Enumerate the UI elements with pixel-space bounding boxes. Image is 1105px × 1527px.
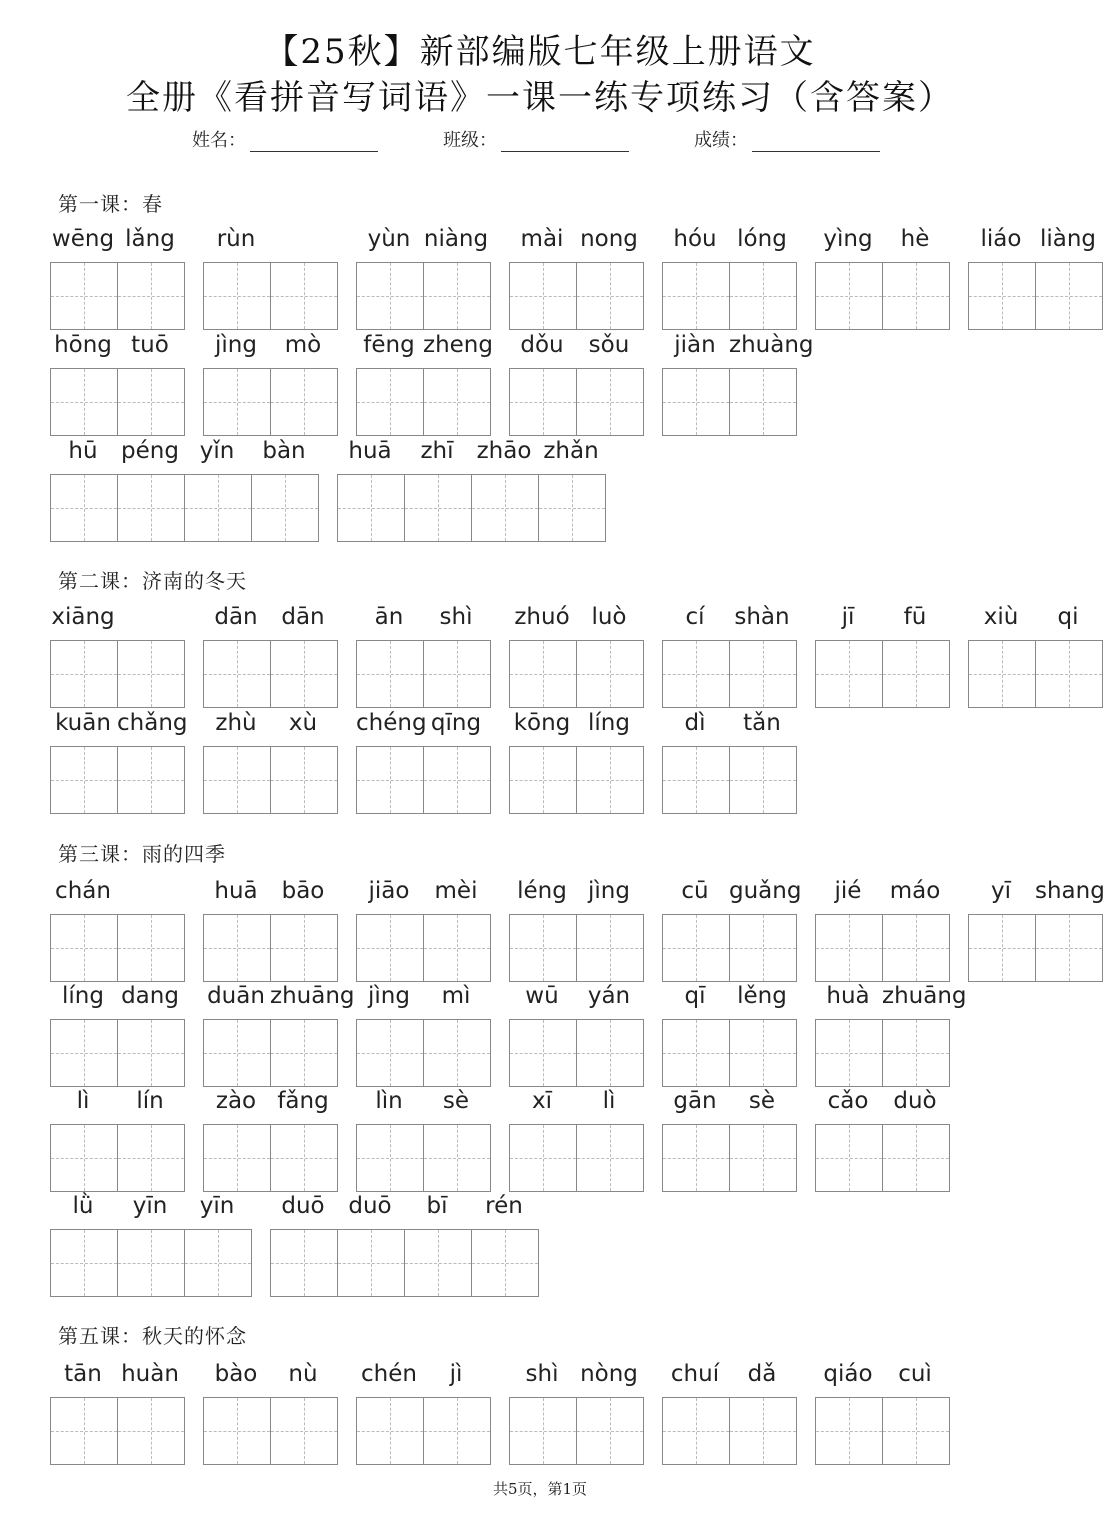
- tianzige-cell[interactable]: [729, 368, 797, 436]
- tianzige-cell[interactable]: [576, 1124, 644, 1192]
- writing-box-group[interactable]: [203, 914, 338, 982]
- tianzige-cell[interactable]: [270, 1397, 338, 1465]
- writing-box-group[interactable]: [662, 368, 797, 436]
- writing-box-group[interactable]: [509, 914, 644, 982]
- tianzige-cell[interactable]: [50, 640, 117, 708]
- tianzige-cell[interactable]: [270, 914, 338, 982]
- writing-box-group[interactable]: [356, 1019, 491, 1087]
- pinyin-label: chén: [361, 1361, 417, 1387]
- writing-box-group[interactable]: [815, 914, 950, 982]
- pinyin-label: lín: [136, 1088, 164, 1114]
- pinyin-label: yī: [990, 878, 1011, 904]
- pinyin-label: fǎng: [277, 1088, 329, 1114]
- tianzige-cell[interactable]: [356, 746, 423, 814]
- pinyin-label: nong: [580, 226, 638, 252]
- pinyin-label: zhuāng: [270, 983, 355, 1009]
- pinyin-label: yùn: [367, 226, 411, 252]
- pinyin-label: ān: [374, 604, 404, 630]
- writing-box-group[interactable]: [815, 640, 950, 708]
- pinyin-label: jìng: [215, 332, 257, 358]
- tianzige-cell[interactable]: [968, 914, 1035, 982]
- pinyin-label: lìn: [375, 1088, 403, 1114]
- tianzige-cell[interactable]: [1035, 640, 1103, 708]
- name-blank[interactable]: [250, 135, 378, 152]
- pinyin-label: jìng: [588, 878, 630, 904]
- writing-box-group[interactable]: [203, 1124, 338, 1192]
- writing-box-group[interactable]: [203, 640, 338, 708]
- pinyin-label: zhù: [215, 710, 257, 736]
- tianzige-cell[interactable]: [203, 262, 270, 330]
- tianzige-cell[interactable]: [251, 474, 319, 542]
- tianzige-cell[interactable]: [270, 1019, 338, 1087]
- tianzige-cell[interactable]: [117, 1397, 185, 1465]
- writing-box-group[interactable]: [662, 640, 797, 708]
- tianzige-cell[interactable]: [815, 640, 882, 708]
- tianzige-cell[interactable]: [270, 262, 338, 330]
- writing-box-group[interactable]: [509, 1124, 644, 1192]
- tianzige-cell[interactable]: [576, 746, 644, 814]
- pinyin-label: fēng: [363, 332, 415, 358]
- writing-box-group[interactable]: [203, 1397, 338, 1465]
- tianzige-cell[interactable]: [509, 1019, 576, 1087]
- tianzige-cell[interactable]: [576, 1397, 644, 1465]
- pinyin-label: xù: [288, 710, 318, 736]
- writing-box-group[interactable]: [815, 262, 950, 330]
- tianzige-cell[interactable]: [509, 746, 576, 814]
- pinyin-label: cí: [685, 604, 705, 630]
- tianzige-cell[interactable]: [117, 1019, 185, 1087]
- pinyin-label: tān: [64, 1361, 102, 1387]
- writing-box-group[interactable]: [270, 1229, 539, 1297]
- writing-box-group[interactable]: [815, 1124, 950, 1192]
- pinyin-label: xī: [531, 1088, 552, 1114]
- pinyin-label: lǎng: [125, 226, 175, 252]
- score-field[interactable]: [694, 126, 880, 152]
- tianzige-cell[interactable]: [729, 640, 797, 708]
- pinyin-label: duō: [348, 1193, 392, 1219]
- pinyin-label: nù: [288, 1361, 318, 1387]
- writing-box-group[interactable]: [968, 914, 1103, 982]
- tianzige-cell[interactable]: [117, 474, 184, 542]
- tianzige-cell[interactable]: [423, 368, 491, 436]
- pinyin-label: hū: [68, 438, 98, 464]
- tianzige-cell[interactable]: [815, 914, 882, 982]
- class-label: 班级：: [443, 130, 497, 151]
- tianzige-cell[interactable]: [968, 262, 1035, 330]
- pinyin-label: bàn: [262, 438, 306, 464]
- pinyin-label: niàng: [423, 226, 489, 252]
- tianzige-cell[interactable]: [729, 1124, 797, 1192]
- pinyin-label: yīn: [199, 1193, 235, 1219]
- pinyin-label: jié: [834, 878, 862, 904]
- pinyin-label: mèi: [434, 878, 478, 904]
- tianzige-cell[interactable]: [509, 1397, 576, 1465]
- pinyin-label: bāo: [281, 878, 325, 904]
- tianzige-cell[interactable]: [662, 1019, 729, 1087]
- pinyin-label: lǜ: [72, 1193, 94, 1219]
- pinyin-label: zhuó: [514, 604, 570, 630]
- tianzige-cell[interactable]: [117, 914, 185, 982]
- writing-box-group[interactable]: [50, 746, 185, 814]
- writing-box-group[interactable]: [509, 262, 644, 330]
- writing-box-group[interactable]: [203, 368, 338, 436]
- lesson-title: 第五课：秋天的怀念: [58, 1324, 247, 1348]
- lesson-title: 第三课：雨的四季: [58, 842, 226, 866]
- pinyin-label: cū: [681, 878, 709, 904]
- tianzige-cell[interactable]: [662, 368, 729, 436]
- tianzige-cell[interactable]: [203, 368, 270, 436]
- pinyin-label: chǎng: [117, 710, 188, 736]
- pinyin-label: zhuàng: [729, 332, 814, 358]
- pinyin-label: jiāo: [368, 878, 410, 904]
- writing-box-group[interactable]: [509, 640, 644, 708]
- tianzige-cell[interactable]: [576, 1019, 644, 1087]
- tianzige-cell[interactable]: [662, 262, 729, 330]
- pinyin-label: cǎo: [827, 1088, 869, 1114]
- pinyin-label: wēng: [51, 226, 115, 252]
- writing-box-group[interactable]: [356, 1397, 491, 1465]
- pinyin-label: mò: [284, 332, 322, 358]
- pinyin-label: líng: [62, 983, 104, 1009]
- writing-box-group[interactable]: [662, 1397, 797, 1465]
- tianzige-cell[interactable]: [423, 262, 491, 330]
- tianzige-cell[interactable]: [203, 914, 270, 982]
- tianzige-cell[interactable]: [815, 262, 882, 330]
- tianzige-cell[interactable]: [423, 914, 491, 982]
- tianzige-cell[interactable]: [423, 1397, 491, 1465]
- pinyin-label: huā: [348, 438, 392, 464]
- class-blank[interactable]: [501, 135, 629, 152]
- pinyin-label: mài: [520, 226, 564, 252]
- tianzige-cell[interactable]: [882, 1124, 950, 1192]
- writing-box-group[interactable]: [509, 1019, 644, 1087]
- tianzige-cell[interactable]: [356, 262, 423, 330]
- tianzige-cell[interactable]: [356, 1124, 423, 1192]
- pinyin-label: lì: [76, 1088, 90, 1114]
- tianzige-cell[interactable]: [815, 1124, 882, 1192]
- tianzige-cell[interactable]: [117, 262, 185, 330]
- tianzige-cell[interactable]: [184, 1229, 252, 1297]
- tianzige-cell[interactable]: [270, 746, 338, 814]
- tianzige-cell[interactable]: [117, 1229, 184, 1297]
- pinyin-label: zào: [215, 1088, 257, 1114]
- tianzige-cell[interactable]: [509, 368, 576, 436]
- writing-box-group[interactable]: [509, 746, 644, 814]
- page-title-line-1: 【25秋】新部编版七年级上册语文: [264, 32, 816, 72]
- tianzige-cell[interactable]: [882, 1397, 950, 1465]
- tianzige-cell[interactable]: [356, 640, 423, 708]
- pinyin-label: yìng: [823, 226, 873, 252]
- tianzige-cell[interactable]: [662, 746, 729, 814]
- pinyin-label: chán: [55, 878, 111, 904]
- tianzige-cell[interactable]: [270, 1124, 338, 1192]
- pinyin-label: qiáo: [823, 1361, 873, 1387]
- pinyin-label: bī: [426, 1193, 448, 1219]
- tianzige-cell[interactable]: [576, 368, 644, 436]
- tianzige-cell[interactable]: [729, 914, 797, 982]
- pinyin-label: rùn: [216, 226, 256, 252]
- tianzige-cell[interactable]: [662, 1124, 729, 1192]
- pinyin-label: jī: [841, 604, 855, 630]
- pinyin-label: dang: [121, 983, 179, 1009]
- writing-box-group[interactable]: [356, 368, 491, 436]
- pinyin-label: liáo: [980, 226, 1022, 252]
- writing-box-group[interactable]: [50, 1019, 185, 1087]
- pinyin-label: yán: [587, 983, 631, 1009]
- pinyin-label: xiù: [983, 604, 1019, 630]
- score-label: 成绩：: [694, 130, 748, 151]
- pinyin-label: zhǎn: [543, 438, 599, 464]
- tianzige-cell[interactable]: [50, 1229, 117, 1297]
- tianzige-cell[interactable]: [968, 640, 1035, 708]
- lesson-title: 第一课：春: [58, 192, 163, 216]
- pinyin-label: hè: [900, 226, 930, 252]
- pinyin-label: máo: [889, 878, 941, 904]
- pinyin-label: jì: [449, 1361, 463, 1387]
- tianzige-cell[interactable]: [50, 1124, 117, 1192]
- name-field[interactable]: [192, 126, 378, 152]
- tianzige-cell[interactable]: [729, 1397, 797, 1465]
- pinyin-label: qī: [684, 983, 706, 1009]
- pinyin-label: mì: [441, 983, 471, 1009]
- tianzige-cell[interactable]: [509, 640, 576, 708]
- pinyin-label: yǐn: [199, 438, 235, 464]
- pinyin-label: xiāng: [51, 604, 115, 630]
- tianzige-cell[interactable]: [576, 914, 644, 982]
- writing-box-group[interactable]: [50, 1124, 185, 1192]
- tianzige-cell[interactable]: [404, 1229, 471, 1297]
- pinyin-label: chéng: [356, 710, 427, 736]
- tianzige-cell[interactable]: [337, 474, 404, 542]
- pinyin-label: dǎ: [747, 1361, 777, 1387]
- tianzige-cell[interactable]: [270, 1229, 337, 1297]
- tianzige-cell[interactable]: [471, 1229, 539, 1297]
- writing-box-group[interactable]: [50, 474, 319, 542]
- page-footer: 共5页，第1页: [492, 1480, 588, 1498]
- class-field[interactable]: [443, 126, 629, 152]
- pinyin-label: huàn: [121, 1361, 179, 1387]
- tianzige-cell[interactable]: [882, 1019, 950, 1087]
- writing-box-group[interactable]: [662, 1019, 797, 1087]
- pinyin-label: gān: [673, 1088, 717, 1114]
- tianzige-cell[interactable]: [117, 1124, 185, 1192]
- writing-box-group[interactable]: [337, 474, 606, 542]
- pinyin-label: sè: [442, 1088, 470, 1114]
- tianzige-cell[interactable]: [50, 1397, 117, 1465]
- pinyin-label: jiàn: [674, 332, 716, 358]
- writing-box-group[interactable]: [968, 640, 1103, 708]
- tianzige-cell[interactable]: [117, 368, 185, 436]
- pinyin-label: sè: [748, 1088, 776, 1114]
- tianzige-cell[interactable]: [509, 914, 576, 982]
- tianzige-cell[interactable]: [423, 1124, 491, 1192]
- writing-box-group[interactable]: [50, 914, 185, 982]
- writing-box-group[interactable]: [815, 1397, 950, 1465]
- pinyin-label: huà: [826, 983, 870, 1009]
- tianzige-cell[interactable]: [203, 1124, 270, 1192]
- tianzige-cell[interactable]: [50, 914, 117, 982]
- writing-box-group[interactable]: [203, 262, 338, 330]
- pinyin-label: lì: [602, 1088, 616, 1114]
- pinyin-label: nòng: [580, 1361, 638, 1387]
- pinyin-label: líng: [588, 710, 630, 736]
- pinyin-label: lóng: [737, 226, 787, 252]
- tianzige-cell[interactable]: [337, 1229, 404, 1297]
- writing-box-group[interactable]: [356, 640, 491, 708]
- pinyin-label: hóu: [673, 226, 717, 252]
- pinyin-label: dǒu: [520, 332, 564, 358]
- pinyin-label: kuān: [55, 710, 111, 736]
- tianzige-cell[interactable]: [356, 1397, 423, 1465]
- pinyin-label: péng: [121, 438, 179, 464]
- pinyin-label: zhuāng: [882, 983, 967, 1009]
- tianzige-cell[interactable]: [662, 914, 729, 982]
- writing-box-group[interactable]: [662, 262, 797, 330]
- tianzige-cell[interactable]: [203, 1397, 270, 1465]
- writing-box-group[interactable]: [203, 746, 338, 814]
- tianzige-cell[interactable]: [203, 1019, 270, 1087]
- tianzige-cell[interactable]: [729, 746, 797, 814]
- pinyin-label: qīng: [430, 710, 482, 736]
- pinyin-label: shì: [439, 604, 473, 630]
- tianzige-cell[interactable]: [184, 474, 251, 542]
- writing-box-group[interactable]: [968, 262, 1103, 330]
- writing-box-group[interactable]: [815, 1019, 950, 1087]
- pinyin-label: kōng: [513, 710, 571, 736]
- tianzige-cell[interactable]: [509, 262, 576, 330]
- tianzige-cell[interactable]: [356, 1019, 423, 1087]
- score-blank[interactable]: [752, 135, 880, 152]
- writing-box-group[interactable]: [662, 1124, 797, 1192]
- writing-box-group[interactable]: [356, 262, 491, 330]
- page-title-line-2: 全册《看拼音写词语》一课一练专项练习（含答案）: [126, 78, 954, 118]
- pinyin-label: dì: [684, 710, 706, 736]
- pinyin-label: bào: [214, 1361, 258, 1387]
- pinyin-label: tuō: [131, 332, 169, 358]
- tianzige-cell[interactable]: [815, 1397, 882, 1465]
- tianzige-cell[interactable]: [729, 1019, 797, 1087]
- pinyin-label: zhāo: [476, 438, 532, 464]
- writing-box-group[interactable]: [50, 262, 185, 330]
- pinyin-label: wū: [525, 983, 559, 1009]
- writing-box-group[interactable]: [50, 1229, 252, 1297]
- pinyin-label: shì: [525, 1361, 559, 1387]
- writing-box-group[interactable]: [203, 1019, 338, 1087]
- tianzige-cell[interactable]: [50, 746, 117, 814]
- pinyin-label: zheng: [423, 332, 493, 358]
- pinyin-label: rén: [485, 1193, 523, 1219]
- tianzige-cell[interactable]: [662, 1397, 729, 1465]
- pinyin-label: zhī: [420, 438, 454, 464]
- tianzige-cell[interactable]: [50, 368, 117, 436]
- tianzige-cell[interactable]: [356, 368, 423, 436]
- tianzige-cell[interactable]: [662, 640, 729, 708]
- tianzige-cell[interactable]: [882, 914, 950, 982]
- writing-box-group[interactable]: [662, 914, 797, 982]
- writing-box-group[interactable]: [356, 914, 491, 982]
- writing-box-group[interactable]: [356, 1124, 491, 1192]
- tianzige-cell[interactable]: [815, 1019, 882, 1087]
- tianzige-cell[interactable]: [423, 746, 491, 814]
- tianzige-cell[interactable]: [509, 1124, 576, 1192]
- tianzige-cell[interactable]: [729, 262, 797, 330]
- tianzige-cell[interactable]: [50, 262, 117, 330]
- pinyin-label: tǎn: [743, 710, 781, 736]
- tianzige-cell[interactable]: [576, 640, 644, 708]
- tianzige-cell[interactable]: [117, 640, 185, 708]
- pinyin-label: chuí: [670, 1361, 720, 1387]
- pinyin-label: liàng: [1039, 226, 1097, 252]
- pinyin-label: cuì: [898, 1361, 932, 1387]
- tianzige-cell[interactable]: [1035, 262, 1103, 330]
- pinyin-label: shang: [1035, 878, 1105, 904]
- pinyin-label: dān: [281, 604, 325, 630]
- pinyin-label: hōng: [54, 332, 112, 358]
- tianzige-cell[interactable]: [471, 474, 538, 542]
- pinyin-label: fū: [903, 604, 927, 630]
- tianzige-cell[interactable]: [576, 262, 644, 330]
- pinyin-label: yīn: [132, 1193, 168, 1219]
- tianzige-cell[interactable]: [423, 1019, 491, 1087]
- writing-box-group[interactable]: [50, 368, 185, 436]
- pinyin-label: luò: [591, 604, 627, 630]
- pinyin-label: sǒu: [588, 332, 630, 358]
- pinyin-label: duān: [207, 983, 265, 1009]
- tianzige-cell[interactable]: [50, 474, 117, 542]
- lesson-title: 第二课：济南的冬天: [58, 569, 247, 593]
- tianzige-cell[interactable]: [538, 474, 606, 542]
- writing-box-group[interactable]: [356, 746, 491, 814]
- tianzige-cell[interactable]: [117, 746, 185, 814]
- writing-box-group[interactable]: [662, 746, 797, 814]
- pinyin-label: huā: [214, 878, 258, 904]
- pinyin-label: léng: [517, 878, 567, 904]
- pinyin-label: duō: [281, 1193, 325, 1219]
- tianzige-cell[interactable]: [882, 262, 950, 330]
- writing-box-group[interactable]: [50, 1397, 185, 1465]
- pinyin-label: qi: [1057, 604, 1079, 630]
- tianzige-cell[interactable]: [270, 640, 338, 708]
- writing-box-group[interactable]: [509, 368, 644, 436]
- tianzige-cell[interactable]: [203, 640, 270, 708]
- tianzige-cell[interactable]: [203, 746, 270, 814]
- tianzige-cell[interactable]: [423, 640, 491, 708]
- pinyin-label: guǎng: [729, 878, 802, 904]
- tianzige-cell[interactable]: [1035, 914, 1103, 982]
- pinyin-label: jìng: [368, 983, 410, 1009]
- writing-box-group[interactable]: [50, 640, 185, 708]
- tianzige-cell[interactable]: [404, 474, 471, 542]
- pinyin-label: duò: [893, 1088, 937, 1114]
- pinyin-label: dān: [214, 604, 258, 630]
- tianzige-cell[interactable]: [270, 368, 338, 436]
- tianzige-cell[interactable]: [882, 640, 950, 708]
- pinyin-label: lěng: [737, 983, 787, 1009]
- writing-box-group[interactable]: [509, 1397, 644, 1465]
- tianzige-cell[interactable]: [50, 1019, 117, 1087]
- pinyin-label: shàn: [734, 604, 790, 630]
- name-label: 姓名：: [192, 130, 246, 151]
- tianzige-cell[interactable]: [356, 914, 423, 982]
